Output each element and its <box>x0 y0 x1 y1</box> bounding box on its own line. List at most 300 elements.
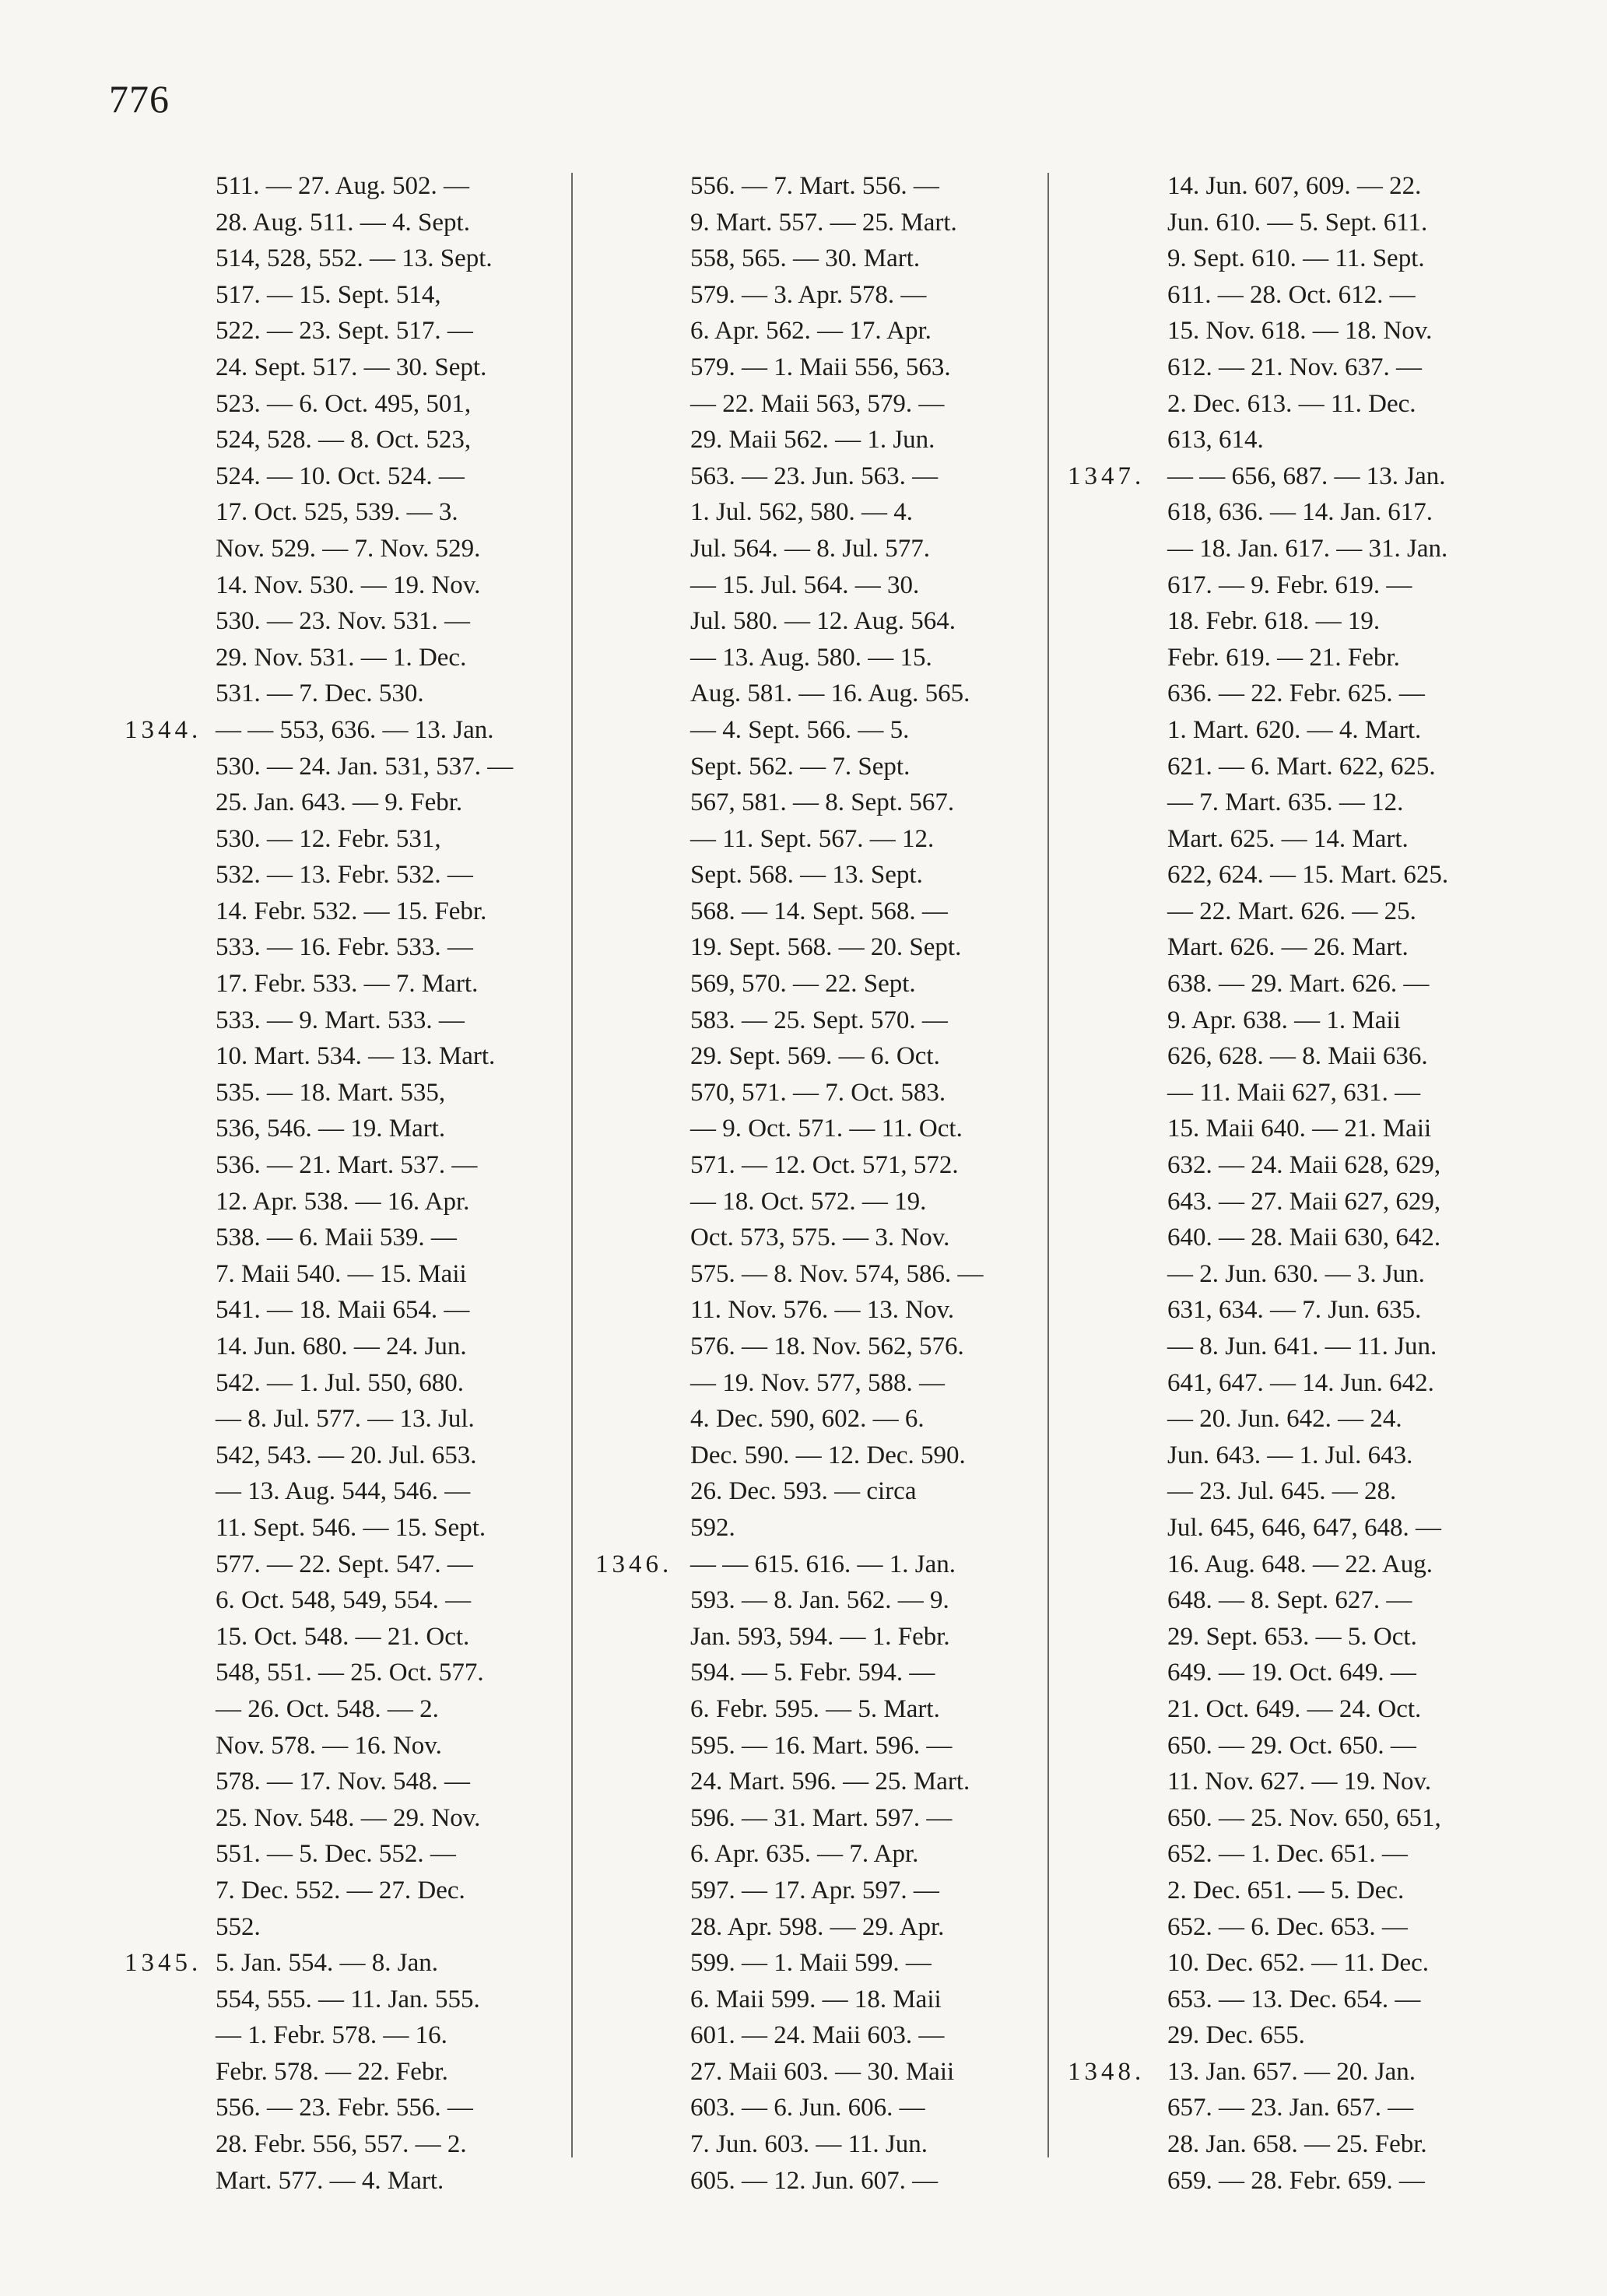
line-text: 659. — 28. Febr. 659. — <box>1167 2166 1425 2195</box>
index-line <box>690 1401 983 1438</box>
line-text: 556. — 23. Febr. 556. — <box>216 2094 473 2122</box>
index-line <box>216 2017 513 2054</box>
index-line <box>1167 1691 1448 1728</box>
year-label: 1344. <box>125 715 202 744</box>
line-text: 29. Nov. 531. — 1. Dec. <box>216 643 467 672</box>
index-line <box>690 893 983 930</box>
index-line <box>216 494 513 531</box>
line-text: 2. Dec. 613. — 11. Dec. <box>1167 389 1416 418</box>
index-line <box>1167 785 1448 821</box>
line-text: — — 656, 687. — 13. Jan. <box>1167 462 1446 490</box>
index-column-3 <box>1068 168 1449 2199</box>
index-line <box>690 1655 983 1691</box>
line-text: 636. — 22. Febr. 625. — <box>1167 679 1425 708</box>
index-line <box>216 2163 513 2199</box>
index-line <box>216 1075 513 1111</box>
line-text: Mart. 626. — 26. Mart. <box>1167 933 1409 962</box>
line-text: 17. Oct. 525, 539. — 3. <box>216 498 458 527</box>
line-text: 569, 570. — 22. Sept. <box>690 970 916 999</box>
line-text: 21. Oct. 649. — 24. Oct. <box>1167 1694 1422 1723</box>
index-line <box>690 240 983 277</box>
line-text: 15. Nov. 618. — 18. Nov. <box>1167 317 1433 346</box>
index-line <box>1167 1365 1448 1402</box>
line-text: 7. Dec. 552. — 27. Dec. <box>216 1876 465 1905</box>
line-text: — 4. Sept. 566. — 5. <box>690 715 910 744</box>
line-text: 28. Aug. 511. — 4. Sept. <box>216 208 470 237</box>
line-text: 652. — 6. Dec. 653. — <box>1167 1912 1408 1941</box>
index-line <box>690 1256 983 1293</box>
line-text: 542. — 1. Jul. 550, 680. <box>216 1368 465 1397</box>
line-text: Jul. 645, 646, 647, 648. — <box>1167 1513 1442 1542</box>
year-entry-line <box>125 1945 513 1982</box>
line-text: 579. — 1. Maii 556, 563. <box>690 353 951 381</box>
index-line <box>690 1438 983 1474</box>
line-text: 29. Sept. 653. — 5. Oct. <box>1167 1622 1417 1651</box>
line-text: Febr. 578. — 22. Febr. <box>216 2057 448 2086</box>
line-text: Oct. 573, 575. — 3. Nov. <box>690 1223 950 1252</box>
line-text: 558, 565. — 30. Mart. <box>690 244 921 273</box>
line-text: 535. — 18. Mart. 535, <box>216 1078 446 1107</box>
line-text: — 11. Maii 627, 631. — <box>1167 1078 1421 1107</box>
line-text: 571. — 12. Oct. 571, 572. <box>690 1151 959 1180</box>
index-line <box>216 1220 513 1256</box>
index-line <box>216 458 513 495</box>
line-text: 568. — 14. Sept. 568. — <box>690 897 948 925</box>
index-line <box>690 1365 983 1402</box>
index-line <box>216 966 513 1002</box>
line-text: — 19. Nov. 577, 588. — <box>690 1368 945 1397</box>
line-text: 531. — 7. Dec. 530. <box>216 679 424 708</box>
line-text: 524. — 10. Oct. 524. — <box>216 462 465 490</box>
line-text: Sept. 568. — 13. Sept. <box>690 861 923 890</box>
line-text: 652. — 1. Dec. 651. — <box>1167 1840 1408 1869</box>
index-line <box>216 1147 513 1184</box>
index-line <box>690 1982 983 2018</box>
index-line <box>216 1836 513 1873</box>
line-text: 6. Febr. 595. — 5. Mart. <box>690 1694 940 1723</box>
line-text: 14. Jun. 607, 609. — 22. <box>1167 172 1422 200</box>
index-line <box>1167 857 1448 893</box>
line-text: 626, 628. — 8. Maii 636. <box>1167 1042 1428 1071</box>
index-line <box>216 2090 513 2126</box>
index-line <box>690 386 983 423</box>
line-text: 17. Febr. 533. — 7. Mart. <box>216 970 479 999</box>
line-text: 10. Dec. 652. — 11. Dec. <box>1167 1949 1430 1978</box>
line-text: 28. Apr. 598. — 29. Apr. <box>690 1912 945 1941</box>
index-line <box>1167 494 1448 531</box>
index-line <box>1167 1147 1448 1184</box>
index-column-1 <box>125 168 514 2199</box>
line-text: 622, 624. — 15. Mart. 625. <box>1167 861 1449 890</box>
index-line <box>216 1184 513 1220</box>
line-text: 24. Sept. 517. — 30. Sept. <box>216 353 487 381</box>
index-line <box>216 929 513 966</box>
year-entry-line <box>125 712 513 749</box>
index-line <box>216 893 513 930</box>
index-line <box>1167 168 1448 205</box>
line-text: — 7. Mart. 635. — 12. <box>1167 788 1404 817</box>
line-text: Dec. 590. — 12. Dec. 590. <box>690 1441 966 1469</box>
line-text: 578. — 17. Nov. 548. — <box>216 1768 470 1796</box>
index-line <box>690 567 983 604</box>
line-text: 576. — 18. Nov. 562, 576. <box>690 1332 964 1360</box>
index-line <box>216 676 513 712</box>
index-line <box>216 386 513 423</box>
index-line <box>216 1546 513 1583</box>
index-line <box>216 2126 513 2163</box>
line-text: 12. Apr. 538. — 16. Apr. <box>216 1187 470 1216</box>
line-text: 25. Jan. 643. — 9. Febr. <box>216 788 463 817</box>
index-line <box>690 277 983 314</box>
line-text: 5. Jan. 554. — 8. Jan. <box>216 1949 438 1978</box>
index-line <box>1167 1945 1448 1982</box>
line-text: 524, 528. — 8. Oct. 523, <box>216 426 472 455</box>
index-line <box>1167 567 1448 604</box>
line-text: 612. — 21. Nov. 637. — <box>1167 353 1422 381</box>
line-text: 618, 636. — 14. Jan. 617. <box>1167 498 1433 527</box>
index-line <box>216 857 513 893</box>
index-line <box>690 1184 983 1220</box>
index-line <box>690 785 983 821</box>
index-line <box>1167 1002 1448 1039</box>
line-text: — 2. Jun. 630. — 3. Jun. <box>1167 1259 1425 1288</box>
index-line <box>1167 1836 1448 1873</box>
line-text: 19. Sept. 568. — 20. Sept. <box>690 933 962 962</box>
index-line <box>690 1510 983 1546</box>
index-line <box>690 494 983 531</box>
index-line <box>690 1473 983 1510</box>
line-text: 14. Nov. 530. — 19. Nov. <box>216 570 481 599</box>
index-line <box>216 603 513 640</box>
index-line <box>216 531 513 567</box>
line-text: — 22. Maii 563, 579. — <box>690 389 945 418</box>
line-text: — 8. Jun. 641. — 11. Jun. <box>1167 1332 1437 1360</box>
line-text: 25. Nov. 548. — 29. Nov. <box>216 1803 481 1832</box>
year-entry-line <box>595 1546 983 1583</box>
line-text: 613, 614. <box>1167 426 1264 455</box>
index-line <box>1167 640 1448 676</box>
line-text: 13. Jan. 657. — 20. Jan. <box>1167 2057 1416 2086</box>
index-line <box>690 1836 983 1873</box>
index-line <box>690 712 983 749</box>
index-line <box>216 1873 513 1909</box>
line-text: 599. — 1. Maii 599. — <box>690 1949 932 1978</box>
line-text: — 13. Aug. 580. — 15. <box>690 643 932 672</box>
line-text: 7. Maii 540. — 15. Maii <box>216 1259 467 1288</box>
year-label: 1348. <box>1068 2057 1146 2086</box>
line-text: 641, 647. — 14. Jun. 642. <box>1167 1368 1434 1397</box>
index-line <box>1167 349 1448 386</box>
line-text: Mart. 625. — 14. Mart. <box>1167 824 1409 853</box>
index-line <box>1167 2017 1448 2054</box>
index-line <box>690 1147 983 1184</box>
index-line <box>216 821 513 858</box>
index-line <box>690 1292 983 1329</box>
index-line <box>1167 205 1448 241</box>
index-line <box>1167 1909 1448 1946</box>
line-text: 28. Jan. 658. — 25. Febr. <box>1167 2130 1427 2159</box>
index-line <box>1167 386 1448 423</box>
line-text: 653. — 13. Dec. 654. — <box>1167 1985 1421 2013</box>
index-line <box>1167 1329 1448 1365</box>
line-text: 640. — 28. Maii 630, 642. <box>1167 1223 1441 1252</box>
line-text: — 26. Oct. 548. — 2. <box>216 1694 439 1723</box>
line-text: Febr. 619. — 21. Febr. <box>1167 643 1400 672</box>
line-text: 14. Febr. 532. — 15. Febr. <box>216 897 487 925</box>
line-text: 603. — 6. Jun. 606. — <box>690 2094 925 2122</box>
index-line <box>1167 1982 1448 2018</box>
index-line <box>690 676 983 712</box>
index-line <box>690 603 983 640</box>
line-text: 9. Sept. 610. — 11. Sept. <box>1167 244 1425 273</box>
index-line <box>1167 1546 1448 1583</box>
line-text: 530. — 24. Jan. 531, 537. — <box>216 752 514 781</box>
index-line <box>216 640 513 676</box>
index-line <box>216 1582 513 1619</box>
index-line <box>690 1329 983 1365</box>
line-text: 597. — 17. Apr. 597. — <box>690 1876 939 1905</box>
line-text: 577. — 22. Sept. 547. — <box>216 1550 473 1578</box>
column-divider <box>1047 173 1049 2157</box>
index-line <box>216 567 513 604</box>
line-text: 11. Nov. 576. — 13. Nov. <box>690 1296 955 1325</box>
index-line <box>216 1691 513 1728</box>
line-text: — 9. Oct. 571. — 11. Oct. <box>690 1115 963 1143</box>
line-text: — 8. Jul. 577. — 13. Jul. <box>216 1405 475 1434</box>
index-line <box>690 1728 983 1764</box>
index-line <box>690 1873 983 1909</box>
index-line <box>690 1800 983 1837</box>
index-line <box>216 1800 513 1837</box>
line-text: 657. — 23. Jan. 657. — <box>1167 2094 1414 2122</box>
index-line <box>216 1510 513 1546</box>
line-text: 563. — 23. Jun. 563. — <box>690 462 939 490</box>
index-line <box>1167 422 1448 458</box>
line-text: 596. — 31. Mart. 597. — <box>690 1803 953 1832</box>
index-line <box>1167 1438 1448 1474</box>
line-text: 2. Dec. 651. — 5. Dec. <box>1167 1876 1405 1905</box>
line-text: 542, 543. — 20. Jul. 653. <box>216 1441 477 1469</box>
index-line <box>1167 1728 1448 1764</box>
line-text: 643. — 27. Maii 627, 629, <box>1167 1187 1441 1216</box>
index-line <box>1167 1075 1448 1111</box>
line-text: 538. — 6. Maii 539. — <box>216 1223 457 1252</box>
line-text: 11. Nov. 627. — 19. Nov. <box>1167 1768 1432 1796</box>
line-text: — 20. Jun. 642. — 24. <box>1167 1405 1402 1434</box>
line-text: 533. — 9. Mart. 533. — <box>216 1006 465 1034</box>
index-line <box>1167 603 1448 640</box>
index-line <box>690 1111 983 1147</box>
line-text: 523. — 6. Oct. 495, 501, <box>216 389 472 418</box>
line-text: 27. Maii 603. — 30. Maii <box>690 2057 955 2086</box>
line-text: 605. — 12. Jun. 607. — <box>690 2166 939 2195</box>
index-line <box>1167 1582 1448 1619</box>
index-line <box>690 1075 983 1111</box>
index-line <box>1167 1873 1448 1909</box>
index-line <box>690 1002 983 1039</box>
index-line <box>216 1619 513 1655</box>
line-text: Nov. 578. — 16. Nov. <box>216 1731 442 1760</box>
line-text: 592. <box>690 1513 735 1542</box>
index-line <box>1167 1473 1448 1510</box>
line-text: 4. Dec. 590, 602. — 6. <box>690 1405 925 1434</box>
line-text: 9. Apr. 638. — 1. Maii <box>1167 1006 1401 1034</box>
line-text: Jun. 643. — 1. Jul. 643. <box>1167 1441 1413 1469</box>
index-line <box>690 2126 983 2163</box>
index-line <box>216 1473 513 1510</box>
line-text: 570, 571. — 7. Oct. 583. <box>690 1078 946 1107</box>
index-line <box>1167 929 1448 966</box>
line-text: 533. — 16. Febr. 533. — <box>216 933 473 962</box>
line-text: 15. Maii 640. — 21. Maii <box>1167 1115 1432 1143</box>
line-text: 617. — 9. Febr. 619. — <box>1167 570 1412 599</box>
index-line <box>690 313 983 349</box>
line-text: 594. — 5. Febr. 594. — <box>690 1659 935 1687</box>
index-line <box>216 205 513 241</box>
line-text: 16. Aug. 648. — 22. Aug. <box>1167 1550 1433 1578</box>
line-text: 556. — 7. Mart. 556. — <box>690 172 939 200</box>
line-text: 583. — 25. Sept. 570. — <box>690 1006 948 1034</box>
index-line <box>1167 1220 1448 1256</box>
index-line <box>216 2054 513 2091</box>
index-line <box>690 205 983 241</box>
index-line <box>690 1764 983 1800</box>
index-line <box>1167 676 1448 712</box>
line-text: 601. — 24. Maii 603. — <box>690 2021 945 2050</box>
line-text: 593. — 8. Jan. 562. — 9. <box>690 1586 949 1615</box>
year-label: 1346. <box>595 1550 673 1578</box>
index-line <box>690 531 983 567</box>
index-line <box>216 1982 513 2018</box>
line-text: — — 615. 616. — 1. Jan. <box>690 1550 956 1578</box>
index-line <box>690 640 983 676</box>
line-text: 548, 551. — 25. Oct. 577. <box>216 1659 484 1687</box>
line-text: 648. — 8. Sept. 627. — <box>1167 1586 1412 1615</box>
index-line <box>216 785 513 821</box>
index-line <box>690 966 983 1002</box>
index-line <box>216 1111 513 1147</box>
index-line <box>1167 712 1448 749</box>
index-column-2 <box>595 168 984 2199</box>
index-line <box>1167 531 1448 567</box>
year-entry-line <box>1068 458 1448 495</box>
index-line <box>690 1691 983 1728</box>
index-line <box>216 422 513 458</box>
line-text: 551. — 5. Dec. 552. — <box>216 1840 456 1869</box>
line-text: 536. — 21. Mart. 537. — <box>216 1151 478 1180</box>
index-line <box>216 1655 513 1691</box>
index-line <box>690 821 983 858</box>
index-line <box>1167 313 1448 349</box>
index-line <box>216 1365 513 1402</box>
column-divider <box>571 173 573 2157</box>
index-line <box>1167 1256 1448 1293</box>
index-line <box>1167 749 1448 785</box>
line-text: 29. Dec. 655. <box>1167 2021 1305 2050</box>
line-text: 554, 555. — 11. Jan. 555. <box>216 1985 480 2013</box>
line-text: 6. Maii 599. — 18. Maii <box>690 1985 942 2013</box>
index-line <box>216 1909 513 1946</box>
index-line <box>690 2017 983 2054</box>
line-text: 611. — 28. Oct. 612. — <box>1167 280 1416 309</box>
line-text: 7. Jun. 603. — 11. Jun. <box>690 2130 928 2159</box>
index-line <box>1167 2090 1448 2126</box>
index-line <box>690 1619 983 1655</box>
line-text: — 18. Jan. 617. — 31. Jan. <box>1167 534 1448 563</box>
index-line <box>216 1292 513 1329</box>
line-text: 14. Jun. 680. — 24. Jun. <box>216 1332 467 1360</box>
line-text: 514, 528, 552. — 13. Sept. <box>216 244 493 273</box>
index-line <box>690 1582 983 1619</box>
index-line <box>216 240 513 277</box>
line-text: 567, 581. — 8. Sept. 567. <box>690 788 955 817</box>
line-text: 621. — 6. Mart. 622, 625. <box>1167 752 1436 781</box>
index-line <box>1167 1184 1448 1220</box>
line-text: — 22. Mart. 626. — 25. <box>1167 897 1416 925</box>
line-text: — 18. Oct. 572. — 19. <box>690 1187 927 1216</box>
index-line <box>1167 1655 1448 1691</box>
line-text: 536, 546. — 19. Mart. <box>216 1115 446 1143</box>
index-line <box>216 1438 513 1474</box>
index-line <box>690 929 983 966</box>
index-line <box>1167 1401 1448 1438</box>
line-text: — 15. Jul. 564. — 30. <box>690 570 920 599</box>
index-line <box>1167 1111 1448 1147</box>
index-line <box>216 1002 513 1039</box>
line-text: 24. Mart. 596. — 25. Mart. <box>690 1768 970 1796</box>
line-text: 532. — 13. Febr. 532. — <box>216 861 473 890</box>
index-line <box>1167 1619 1448 1655</box>
line-text: 29. Maii 562. — 1. Jun. <box>690 426 935 455</box>
line-text: 1. Jul. 562, 580. — 4. <box>690 498 914 527</box>
line-text: — 11. Sept. 567. — 12. <box>690 824 935 853</box>
index-line <box>690 458 983 495</box>
line-text: — — 553, 636. — 13. Jan. <box>216 715 494 744</box>
index-line <box>690 749 983 785</box>
line-text: 26. Dec. 593. — circa <box>690 1477 917 1506</box>
line-text: 15. Oct. 548. — 21. Oct. <box>216 1622 470 1651</box>
line-text: 1. Mart. 620. — 4. Mart. <box>1167 715 1422 744</box>
line-text: Jan. 593, 594. — 1. Febr. <box>690 1622 950 1651</box>
line-text: 552. <box>216 1912 261 1941</box>
index-line <box>216 749 513 785</box>
index-line <box>216 1764 513 1800</box>
index-line <box>1167 821 1448 858</box>
line-text: 11. Sept. 546. — 15. Sept. <box>216 1513 486 1542</box>
line-text: 517. — 15. Sept. 514, <box>216 280 441 309</box>
line-text: 530. — 23. Nov. 531. — <box>216 607 470 636</box>
index-line <box>690 168 983 205</box>
line-text: Sept. 562. — 7. Sept. <box>690 752 911 781</box>
line-text: 650. — 29. Oct. 650. — <box>1167 1731 1416 1760</box>
line-text: 530. — 12. Febr. 531, <box>216 824 441 853</box>
line-text: 6. Apr. 635. — 7. Apr. <box>690 1840 919 1869</box>
line-text: — 23. Jul. 645. — 28. <box>1167 1477 1397 1506</box>
index-line <box>1167 2126 1448 2163</box>
year-entry-line <box>1068 2054 1448 2091</box>
index-line <box>216 168 513 205</box>
index-line <box>216 1329 513 1365</box>
line-text: 522. — 23. Sept. 517. — <box>216 317 473 346</box>
index-line <box>1167 1038 1448 1075</box>
line-text: 10. Mart. 534. — 13. Mart. <box>216 1042 496 1071</box>
index-line <box>690 857 983 893</box>
line-text: Jul. 564. — 8. Jul. 577. <box>690 534 931 563</box>
index-line <box>690 422 983 458</box>
index-line <box>216 1256 513 1293</box>
line-text: 18. Febr. 618. — 19. <box>1167 607 1381 636</box>
index-line <box>1167 1800 1448 1837</box>
